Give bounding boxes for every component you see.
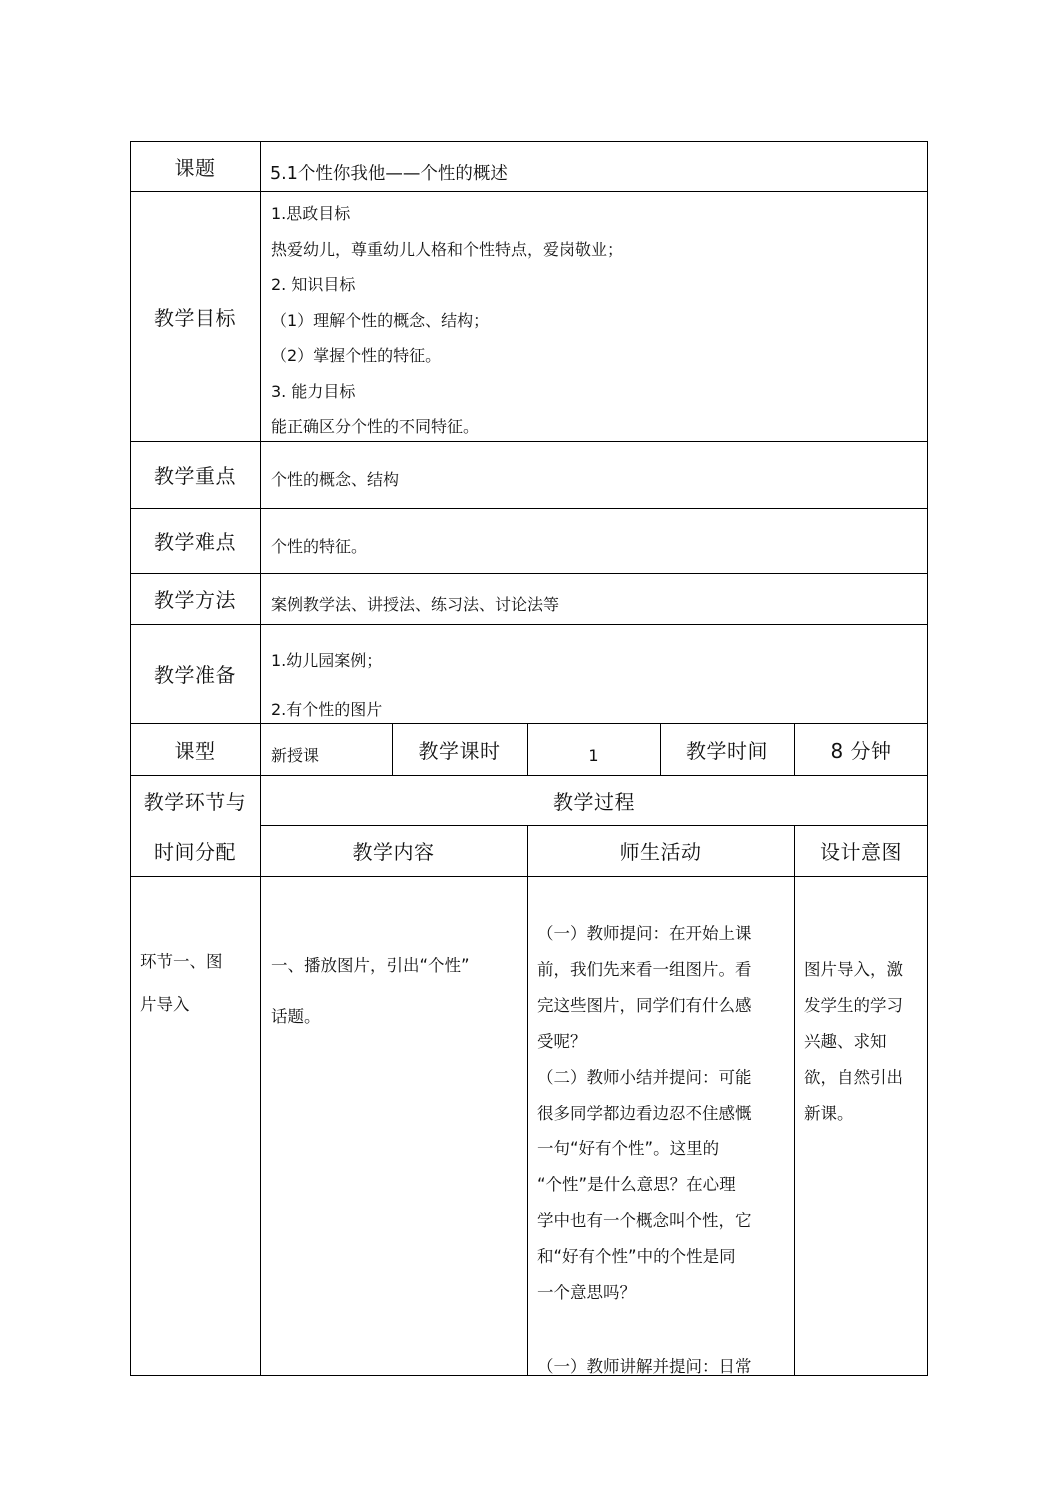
key-points-label: [130, 441, 260, 508]
methods-text: 案例教学法、讲授法、练习法、讨论法等: [271, 595, 560, 614]
lesson-time-value: [794, 723, 928, 775]
objective-line: （1）理解个性的概念、结构；: [271, 310, 490, 330]
stage1-content-line: 一、播放图片，引出“个性”: [271, 956, 470, 975]
intent-line: 图片导入，激: [804, 960, 903, 979]
difficulties-label-text: 教学难点: [154, 530, 236, 554]
activity-line: 一个意思吗？: [537, 1283, 636, 1303]
stage-header-text2: 时间分配: [154, 840, 236, 864]
intent-line: 新课。: [804, 1104, 854, 1123]
intent-line: 发学生的学习: [804, 996, 903, 1015]
stage1-intent: [804, 952, 926, 1132]
objective-line: 2. 知识目标: [271, 275, 356, 294]
preparation-line: 2.有个性的图片: [271, 700, 383, 719]
lesson-type-label: [130, 723, 260, 775]
divider: [527, 825, 528, 1376]
lesson-hours-label: [392, 723, 527, 775]
activity-line: 完这些图片，同学们有什么感: [537, 995, 752, 1015]
stage1-content: [271, 940, 525, 1042]
activity-line: [537, 1311, 792, 1347]
lesson-time-label: [660, 723, 794, 775]
stage1-activity: [537, 916, 792, 1385]
topic-label-text: 课题: [174, 155, 216, 180]
lesson-time-label-text: 教学时间: [686, 738, 768, 763]
stage-header-line1: [130, 775, 260, 825]
intent-line: 欲，自然引出: [804, 1068, 903, 1087]
key-points-label-text: 教学重点: [154, 464, 236, 488]
activity-line: （二）教师小结并提问：可能: [537, 1067, 752, 1087]
methods-label-text: 教学方法: [154, 588, 236, 612]
preparation-label: [130, 624, 260, 723]
stage1-content-line: 话题。: [271, 1007, 321, 1026]
process-title: [260, 775, 928, 825]
objective-line: 热爱幼儿，尊重幼儿人格和个性特点，爱岗敬业；: [271, 239, 624, 259]
preparation-label-text: 教学准备: [154, 663, 236, 687]
activity-line: （一）教师讲解并提问：日常: [537, 1356, 752, 1376]
difficulties-text: 个性的特征。: [271, 537, 368, 556]
methods-value: [260, 578, 928, 629]
process-title-text: 教学过程: [553, 789, 635, 814]
lesson-plan-table: [130, 141, 928, 1376]
key-points-value: [260, 445, 928, 512]
objective-line: 能正确区分个性的不同特征。: [271, 417, 480, 436]
column-header-content: [260, 825, 527, 876]
activity-line: （一）教师提问：在开始上课: [537, 924, 752, 943]
divider: [130, 876, 928, 877]
intent-line: 兴趣、求知: [804, 1032, 887, 1051]
activity-line: 很多同学都边看边忍不住感慨: [537, 1103, 752, 1123]
topic-value-cell: [260, 141, 928, 191]
objective-line: 3. 能力目标: [271, 381, 356, 401]
activity-line: 学中也有一个概念叫个性，它: [537, 1211, 752, 1231]
preparation-content: [260, 624, 928, 723]
lesson-type-text: 新授课: [271, 745, 320, 765]
activity-line: “个性”是什么意思？在心理: [537, 1175, 736, 1195]
activity-line: 受呢？: [537, 1031, 587, 1051]
objectives-content: [260, 196, 928, 441]
topic-value: 5.1个性你我他——个性的概述: [270, 164, 508, 184]
preparation-line: 1.幼儿园案例；: [271, 651, 383, 670]
column-header-intent: [794, 825, 928, 876]
methods-label: [130, 573, 260, 624]
divider: [794, 825, 795, 1376]
stage-header-text1: 教学环节与: [143, 789, 247, 814]
activity-line: 一句“好有个性”。这里的: [537, 1139, 720, 1159]
difficulties-label: [130, 508, 260, 573]
lesson-hours-text: 1: [588, 745, 599, 765]
lesson-type-label-text: 课型: [174, 738, 216, 763]
column-header-activity-text: 师生活动: [619, 840, 702, 864]
lesson-type-value: [260, 728, 392, 780]
objectives-label-text: 教学目标: [154, 305, 236, 330]
stage1-name-line: 片导入: [140, 995, 190, 1014]
topic-label: [130, 141, 260, 191]
lesson-time-text: 8 分钟: [830, 738, 892, 763]
stage-header-line2: [130, 825, 260, 876]
stage1-name-line: 环节一、图: [140, 952, 223, 971]
objective-line: （2）掌握个性的特征。: [271, 346, 442, 365]
difficulties-value: [260, 513, 928, 578]
column-header-intent-text: 设计意图: [820, 840, 902, 864]
objectives-label: [130, 191, 260, 441]
column-header-activity: [527, 825, 794, 876]
key-points-text: 个性的概念、结构: [271, 470, 400, 489]
stage1-name: [140, 940, 258, 1026]
objective-line: 1.思政目标: [271, 204, 351, 223]
column-header-content-text: 教学内容: [352, 840, 435, 864]
activity-line: 前，我们先来看一组图片。看: [537, 959, 752, 979]
lesson-hours-label-text: 教学课时: [418, 738, 501, 763]
activity-line: 和“好有个性”中的个性是同: [537, 1247, 736, 1267]
lesson-hours-value: [527, 729, 660, 781]
